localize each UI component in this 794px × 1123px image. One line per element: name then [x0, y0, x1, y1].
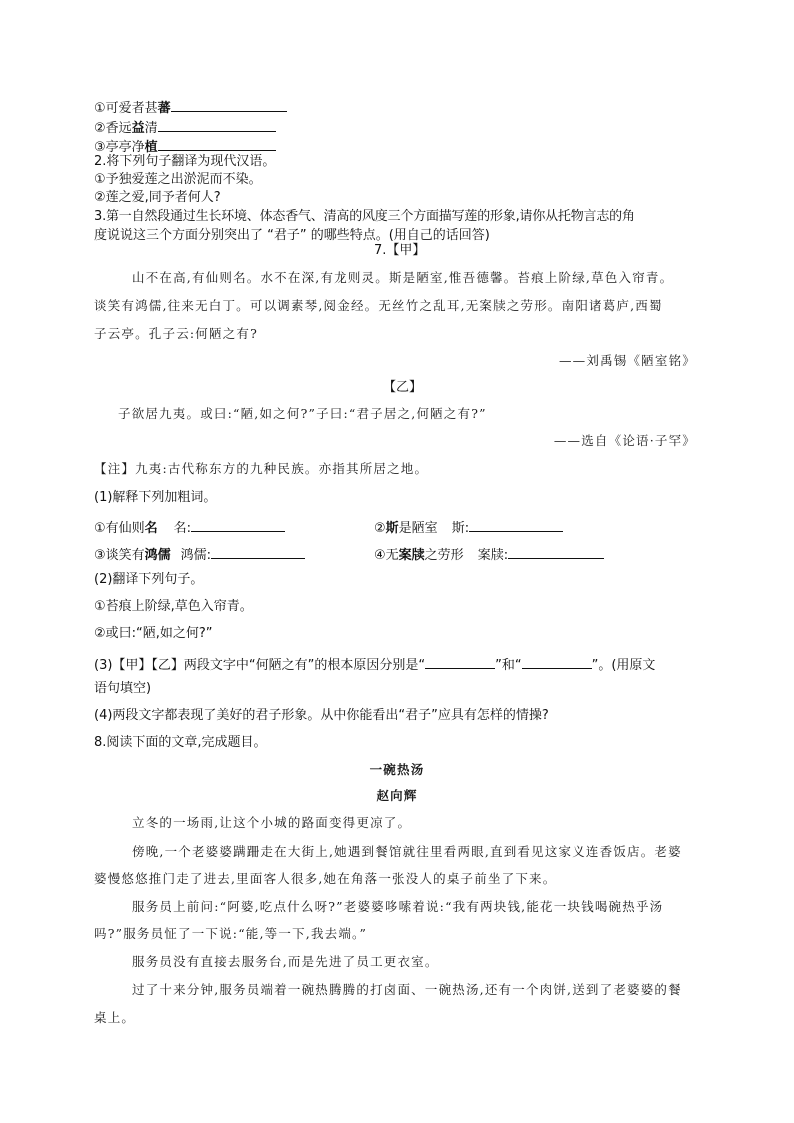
jia-line-2: 谈笑有鸿儒,往来无白丁。可以调素琴,阅金经。无丝竹之乱耳,无案牍之劳形。南阳诸葛庐,西蜀	[94, 298, 663, 313]
q6-question-3-line-1: 3.第一自然段通过生长环境、体态香气、清高的风度三个方面描写莲的形象,请你从托物言志的角	[94, 209, 635, 224]
jia-source: ——刘禹锡《陋室铭》	[558, 353, 696, 368]
article-para-1: 立冬的一场雨,让这个小城的路面变得更凉了。	[132, 815, 412, 830]
q7-heading: 7.【甲】	[374, 243, 426, 258]
answer-blank[interactable]	[158, 118, 276, 132]
q7-sub-1: (1)解释下列加粗词。	[94, 490, 217, 505]
q6-question-3-line-2: 度说说这三个方面分别突出了 “君子” 的哪些特点。(用自己的话回答)	[94, 228, 490, 243]
yi-heading: 【乙】	[383, 380, 423, 395]
yi-text: 子欲居九夷。或曰:“陋,如之何?”子曰:“君子居之,何陋之有?”	[118, 406, 487, 421]
article-title: 一碗热汤	[369, 762, 425, 777]
q7-sub-3-line-2: 语句填空)	[94, 681, 152, 696]
q8-heading: 8.阅读下面的文章,完成题目。	[94, 735, 267, 750]
answer-blank[interactable]	[191, 518, 285, 532]
q7-word-3: ③谈笑有鸿儒 鸿儒:	[94, 545, 305, 562]
annotation-note: 【注】九夷:古代称东方的九种民族。亦指其所居之地。	[94, 461, 429, 476]
article-para-3-line-1: 服务员上前问:“阿婆,吃点什么呀?”老婆婆哆嗦着说:“我有两块钱,能花一块钱喝碗热乎汤	[132, 899, 664, 914]
q7-translate-2: ②或曰:“陋,如之何?”	[94, 626, 213, 641]
q7-sub-4: (4)两段文字都表现了美好的君子形象。从中你能看出“君子”应具有怎样的情操?	[94, 708, 549, 723]
q7-word-4: ④无案牍之劳形 案牍:	[374, 545, 604, 562]
q6-item-1: ①可爱者甚蕃	[94, 98, 287, 115]
answer-blank[interactable]	[171, 98, 287, 112]
jia-line-1: 山不在高,有仙则名。水不在深,有龙则灵。斯是陋室,惟吾德馨。苔痕上阶绿,草色入帘青。	[132, 270, 674, 285]
article-para-2-line-1: 傍晚,一个老婆婆蹒跚走在大街上,她遇到餐馆就往里看两眼,直到看见这家义连香饭店。老婆	[132, 844, 682, 859]
article-para-4: 服务员没有直接去服务台,而是先进了员工更衣室。	[132, 954, 439, 969]
article-para-2-line-2: 婆慢悠悠推门走了进去,里面客人很多,她在角落一张没人的桌子前坐了下来。	[94, 871, 557, 886]
q7-word-1: ①有仙则名 名:	[94, 518, 285, 535]
article-para-5-line-1: 过了十来分钟,服务员端着一碗热腾腾的打卤面、一碗热汤,还有一个肉饼,送到了老婆婆的餐	[132, 982, 682, 997]
article-author: 赵向辉	[376, 788, 418, 803]
answer-blank[interactable]	[211, 545, 305, 559]
answer-blank[interactable]	[508, 545, 604, 559]
q6-sentence-2: ②莲之爱,同予者何人?	[94, 190, 221, 205]
q7-translate-1: ①苔痕上阶绿,草色入帘青。	[94, 599, 253, 614]
answer-blank[interactable]	[158, 137, 276, 151]
answer-blank[interactable]	[425, 655, 495, 669]
jia-line-3: 子云亭。孔子云:何陋之有?	[94, 326, 259, 341]
q6-item-3: ③亭亭净植	[94, 137, 276, 154]
q6-item-2: ②香远益清	[94, 118, 276, 135]
q7-sub-2: (2)翻译下列句子。	[94, 572, 204, 587]
answer-blank[interactable]	[522, 655, 592, 669]
yi-source: ——选自《论语·子罕》	[553, 433, 696, 448]
q6-sentence-1: ①予独爱莲之出淤泥而不染。	[94, 172, 262, 187]
q7-word-2: ②斯是陋室 斯:	[374, 518, 563, 535]
q6-question-2: 2.将下列句子翻译为现代汉语。	[94, 154, 276, 169]
article-para-3-line-2: 吗?”服务员怔了一下说:“能,等一下,我去端。”	[94, 926, 368, 941]
article-para-5-line-2: 桌上。	[94, 1010, 136, 1025]
q7-sub-3-line-1: (3)【甲】【乙】两段文字中“何陋之有”的根本原因分别是“ ”和“ ”。(用原文	[94, 655, 655, 672]
answer-blank[interactable]	[469, 518, 563, 532]
